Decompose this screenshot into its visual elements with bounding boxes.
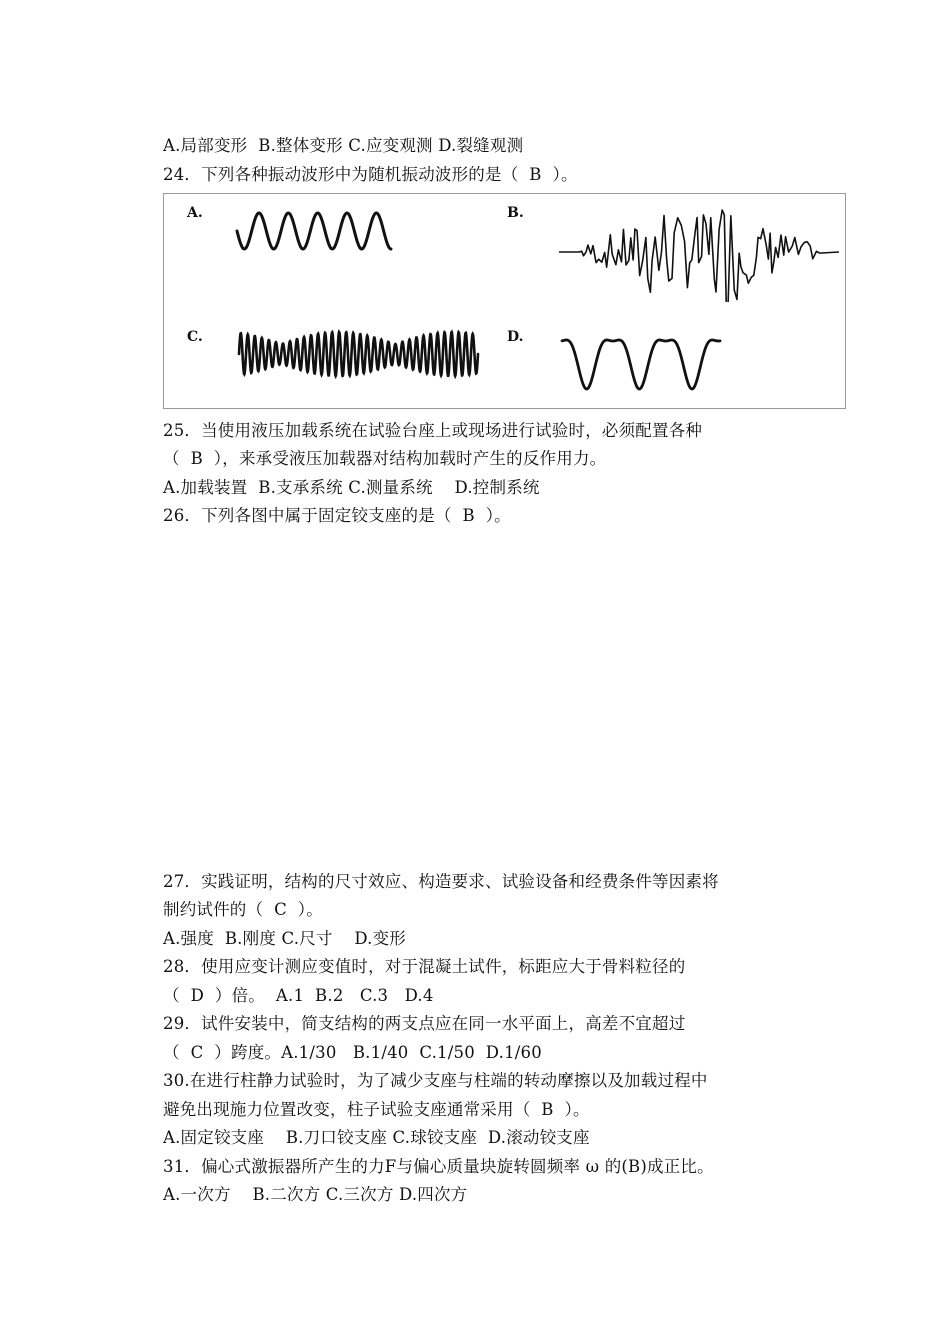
q26-question: 26．下列各图中属于固定铰支座的是（ B ）。 <box>163 506 511 525</box>
q25-options: A.加载装置 B.支承系统 C.测量系统 D.控制系统 <box>163 478 540 497</box>
q30-question-line1: 30.在进行柱静力试验时，为了减少支座与柱端的转动摩擦以及加载过程中 <box>163 1071 708 1090</box>
waveform-label-a: A. <box>187 205 203 221</box>
q30-question-line2: 避免出现施力位置改变，柱子试验支座通常采用（ B ）。 <box>163 1100 590 1119</box>
q28-question-line2: （ D ）倍。 A.1 B.2 C.3 D.4 <box>163 986 434 1005</box>
waveform-label-d: D. <box>507 329 524 345</box>
waveform-label-b: B. <box>507 205 524 221</box>
waveform-sine-a <box>234 206 394 256</box>
q27-options: A.强度 B.刚度 C.尺寸 D.变形 <box>163 929 407 948</box>
support-figure-area <box>163 540 786 860</box>
q29-question-line2: （ C ）跨度。A.1/30 B.1/40 C.1/50 D.1/60 <box>163 1043 542 1062</box>
q25-question-line2: （ B ），来承受液压加载器对结构加载时产生的反作用力。 <box>163 449 607 468</box>
q27-question-line1: 27．实践证明，结构的尺寸效应、构造要求、试验设备和经费条件等因素将 <box>163 872 719 891</box>
q24-question: 24．下列各种振动波形中为随机振动波形的是（ B ）。 <box>163 165 578 184</box>
waveform-periodic-d <box>559 322 724 392</box>
q27-question-line2: 制约试件的（ C ）。 <box>163 900 323 919</box>
q31-question: 31．偏心式激振器所产生的力F与偏心质量块旋转圆频率 ω 的(B)成正比。 <box>163 1157 714 1176</box>
waveform-figure <box>163 193 846 409</box>
q25-question-line1: 25．当使用液压加载系统在试验台座上或现场进行试验时，必须配置各种 <box>163 421 703 440</box>
q23-options: A.局部变形 B.整体变形 C.应变观测 D.裂缝观测 <box>163 136 524 155</box>
q30-options: A.固定铰支座 B.刀口铰支座 C.球铰支座 D.滚动铰支座 <box>163 1128 590 1147</box>
q29-question-line1: 29．试件安装中，简支结构的两支点应在同一水平面上，高差不宜超过 <box>163 1014 686 1033</box>
q31-options: A.一次方 B.二次方 C.三次方 D.四次方 <box>163 1185 468 1204</box>
q28-question-line1: 28．使用应变计测应变值时，对于混凝土试件，标距应大于骨料粒径的 <box>163 957 686 976</box>
waveform-beat-c <box>236 324 481 384</box>
waveform-label-c: C. <box>187 329 203 345</box>
waveform-random-b <box>559 202 839 302</box>
